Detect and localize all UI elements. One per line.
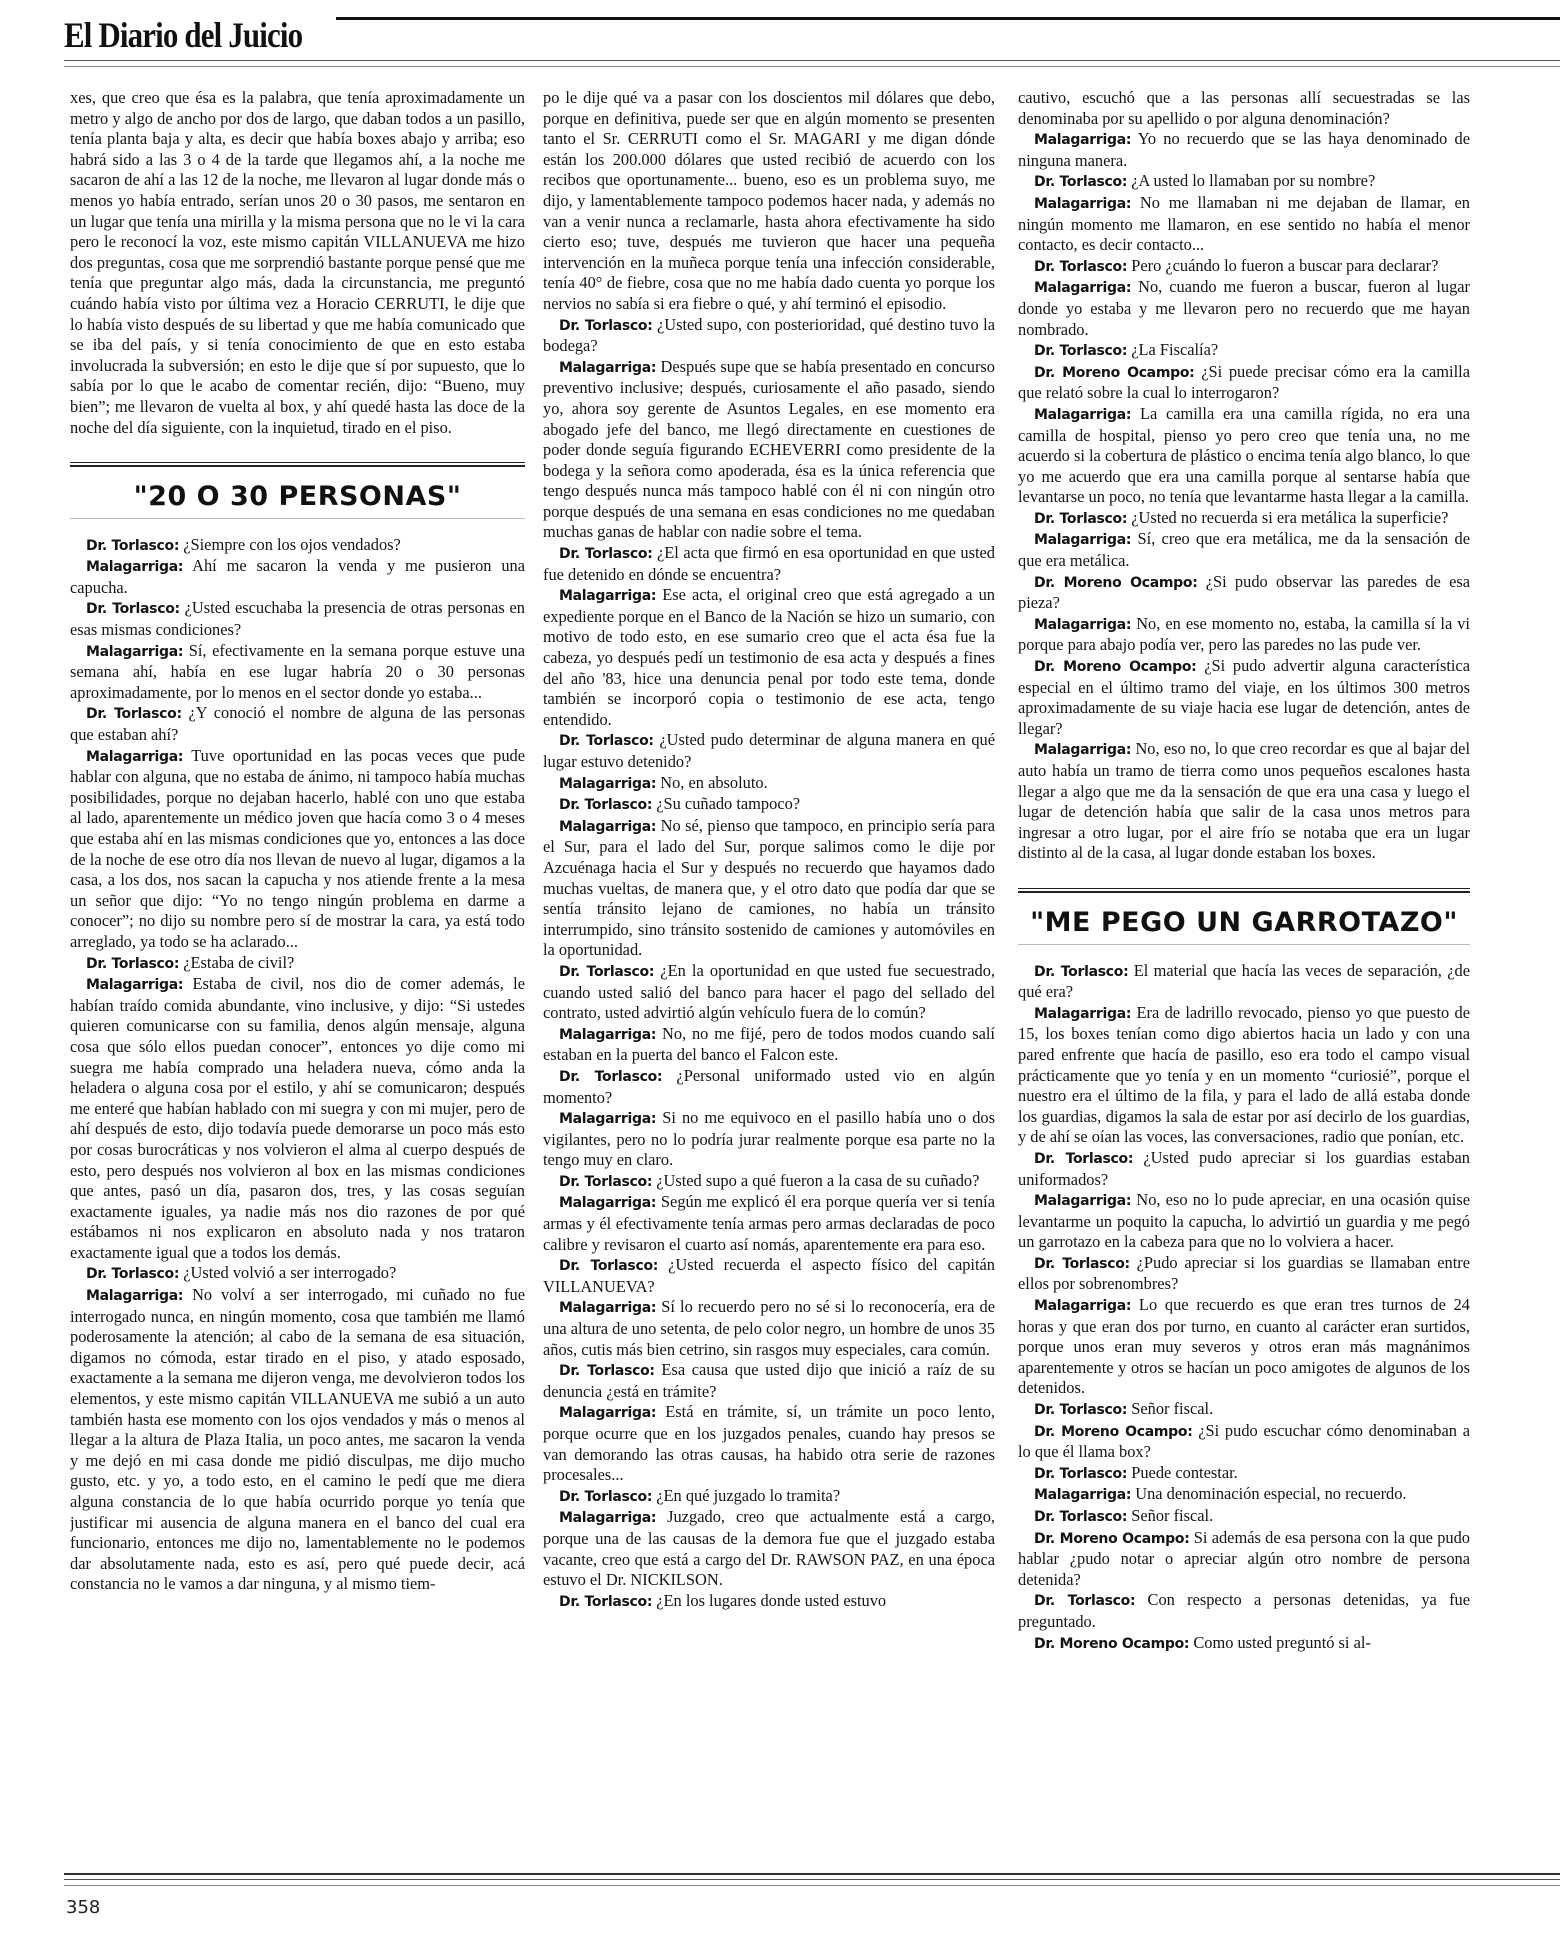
dialogue-text: No, en absoluto. [656,772,768,792]
header-rule [64,60,1560,61]
dialogue-line [70,953,525,975]
dialogue-line [1018,961,1470,1003]
speaker: Dr. Torlasco: [1034,1402,1128,1419]
column-3 [1018,88,1470,1850]
dialogue-text: ¿Si puede precisar cómo era la camilla que relató sobre la cual lo interrogaron? [1018,361,1470,403]
dialogue-text: ¿Estaba de civil? [179,952,295,972]
dialogue-line [543,1192,995,1255]
dialogue-line [543,1507,995,1590]
dialogue-line [543,773,995,795]
dialogue-text: Si no me equivoco en el pasillo había uno o dos vigilantes, pero no lo podría jurar realmente porque esa parte no la tengo muy en claro. [543,1108,995,1170]
speaker: Malagarriga: [1034,616,1132,633]
dialogue-line [543,730,995,772]
dialogue-line [1018,1003,1470,1148]
speaker: Dr. Torlasco: [559,1363,655,1380]
dialogue-line [1018,1253,1470,1295]
dialogue-text: No volví a ser interrogado, mi cuñado no fue interrogado nunca, en ningún momento, cosa que también me llamó poderosamente la atención; al cabo de la semana de esa situación, digamos no cómoda, estar tirado en el piso, y atado esposado, exactamente a la semana me dijeron venga, me devolvieron todos los elementos, y este mismo capitán VILLANUEVA me subió a un auto también hasta ese momento con los ojos vendados y más o menos al llegar a la altura de Plaza Italia, un poco antes, me sacaron la venda y me dejó en mi casa donde me pidió disculpas, me dijo mucho gusto, etc. y yo, a todo esto, en el camino le pedí que me diera alguna constancia de lo que había ocurrido porque yo tenía que justificar mi ausencia de alguna manera en el banco del cual era funcionario, entonces me dijo no, lamentablemente no le podemos dar absolutamente nada, esto es así, pero qué puede decir, acá constancia no le vamos a dar ninguna, y al mismo tiem- [70,1285,525,1594]
dialogue-text: No, cuando me fueron a buscar, fueron al lugar donde yo estaba y me llevaron pero no recuerdo que me hayan nombrado. [1018,277,1470,339]
speaker: Dr. Torlasco: [1034,1150,1134,1167]
section-heading-box [1018,888,1470,945]
dialogue-line [70,703,525,745]
dialogue-line [543,543,995,585]
header-rule [336,17,1560,20]
speaker: Malagarriga: [1034,280,1132,297]
dialogue-text: ¿En la oportunidad en que usted fue secuestrado, cuando usted salió del banco para hacer el pago del sellado del contrato, usted advirtió algún vehículo fuera de lo común? [543,960,995,1023]
dialogue-text: ¿En los lugares donde usted estuvo [652,1590,887,1610]
speaker: Malagarriga: [1034,195,1132,212]
dialogue-text: No sé, pienso que tampoco, en principio sería para el Sur, para el lado del Sur, porque salimos como le dije por Azcuénaga hacia el Sur y después no recuerdo que hayamos dado muchas vueltas, de manera que, y el otro dato que podía dar que se sentía tránsito lejano de camiones, no había un tránsito interrumpido, sino tránsito sostenido de camiones y automóviles en la oportunidad. [543,815,995,960]
dialogue-text: Ahí me sacaron la venda y me pusieron una capucha. [70,556,525,597]
speaker: Dr. Torlasco: [559,1488,653,1505]
speaker: Dr. Torlasco: [559,1068,663,1085]
dialogue-text: Como usted preguntó si al- [1189,1632,1371,1652]
dialogue-text: ¿Usted recuerda el aspecto físico del capitán VILLANUEVA? [543,1255,995,1296]
dialogue-line [1018,1190,1470,1253]
dialogue-line [543,585,995,730]
dialogue-text: No, eso no lo pude apreciar, en una ocasión quise levantarme un poquito la capucha, lo advirtió un guardia y me pegó un garrotazo en la cabeza para que no lo volviera a hacer. [1018,1190,1470,1252]
dialogue-line [1018,529,1470,571]
dialogue-text: Después supe que se había presentado en concurso preventivo inclusive; después, curiosamente el año pasado, siendo yo, ahora soy gerente de Asuntos Legales, en ese momento era abogado jefe del banco, me llegó directamente en cuestiones de poder donde seguía figurando ECHEVERRI como presidente de la bodega y la señora como apoderada, ésa es la única referencia que tengo después nunca más tampoco hablé con él ni con ningún otro porque después de una semana en esas condiciones no me quedaban muchas ganas de hablar con nadie sobre el tema. [543,356,995,542]
dialogue-text: Lo que recuerdo es que eran tres turnos de 24 horas y que eran dos por turno, en cuanto al carácter eran surtidos, porque unos eran muy severos y otros eran más magnánimos aparentemente y otros se hacían un poco amigotes de algunos de los detenidos. [1018,1295,1470,1398]
speaker: Malagarriga: [559,588,657,605]
section-heading: "ME PEGO UN GARROTAZO" [1018,907,1470,945]
dialogue-text: El material que hacía las veces de separación, ¿de qué era? [1018,960,1470,1002]
dialogue-line [1018,508,1470,530]
dialogue-line [1018,193,1470,256]
speaker: Dr. Torlasco: [559,797,653,814]
speaker: Malagarriga: [1034,132,1132,149]
dialogue-text: Sí, creo que era metálica, me da la sensación de que era metálica. [1018,529,1470,571]
speaker: Dr. Moreno Ocampo: [1034,364,1195,381]
dialogue-line [543,1108,995,1171]
page-number: 358 [66,1897,101,1918]
dialogue-text: ¿Usted escuchaba la presencia de otras personas en esas mismas condiciones? [70,598,525,640]
dialogue-text: Sí, efectivamente en la semana porque estuve una semana ahí, había en ese lugar habría 20 o 30 personas aproximadamente, por lo menos en el sector donde yo estaba... [70,640,525,702]
dialogue-line [1018,1528,1470,1591]
dialogue-text: No, no me fijé, pero de todos modos cuando salí estaban en la puerta del banco el Falcon este. [543,1023,995,1065]
dialogue-line [1018,1506,1470,1528]
speaker: Dr. Torlasco: [1034,1509,1128,1525]
speaker: Malagarriga: [559,1195,657,1212]
dialogue-text: No me llamaban ni me dejaban de llamar, en ningún momento me llamaron, en ese sentido no había el menor contacto, es decir contacto... [1018,192,1470,255]
dialogue-text: ¿Y conoció el nombre de alguna de las personas que estaban ahí? [70,703,525,745]
speaker: Dr. Moreno Ocampo: [1034,1423,1193,1440]
speaker: Dr. Torlasco: [1034,963,1129,980]
speaker: Malagarriga: [86,977,184,994]
dialogue-line [543,961,995,1024]
dialogue-line [1018,404,1470,508]
header-rule [64,66,1560,67]
section-heading-box [70,462,525,519]
dialogue-line [1018,656,1470,739]
speaker: Malagarriga: [1034,532,1132,549]
speaker: Dr. Torlasco: [1034,174,1128,191]
dialogue-text: ¿Pudo apreciar si los guardias se llamaban entre ellos por sobrenombres? [1018,1252,1470,1294]
dialogue-line [1018,171,1470,193]
dialogue-line [1018,340,1470,362]
dialogue-text: ¿Si pudo escuchar cómo denominaban a lo que él llama box? [1018,1420,1470,1462]
speaker: Dr. Torlasco: [86,706,182,723]
speaker: Dr. Torlasco: [1034,1465,1128,1482]
speaker: Malagarriga: [86,1288,184,1305]
dialogue-text: ¿Usted pudo apreciar si los guardias estaban uniformados? [1018,1147,1470,1189]
dialogue-text: La camilla era una camilla rígida, no era una camilla de hospital, pienso yo pero creo que tenía una, no me acuerdo si la cobertura de plástico o encima tenía algo blanco, lo que yo me acuerdo que era una camilla porque al sentarse había que levantarse un poco, no tenía que levantarme hasta llegar a la camilla. [1018,403,1470,507]
dialogue-text: Esa causa que usted dijo que inició a raíz de su denuncia ¿está en trámite? [543,1360,995,1401]
dialogue-text: Está en trámite, sí, un trámite un poco lento, porque ocurre que en los juzgados penales, cuando hay presos se van demorando las otras causas, ha habido otra serie de razones procesales... [543,1402,995,1485]
speaker: Malagarriga: [559,1510,657,1527]
dialogue-text: Con respecto a personas detenidas, ya fue preguntado. [1018,1590,1470,1631]
speaker: Dr. Torlasco: [1034,1255,1130,1272]
dialogue-line [543,1591,995,1613]
speaker: Dr. Moreno Ocampo: [1034,659,1197,676]
dialogue-line [1018,277,1470,340]
dialogue-line [1018,1633,1470,1655]
dialogue-line [543,1255,995,1297]
heading-rule [70,465,525,467]
dialogue-text: ¿Su cuñado tampoco? [652,794,801,814]
speaker: Malagarriga: [559,775,657,792]
speaker: Malagarriga: [1034,406,1132,423]
dialogue-text: ¿Usted pudo determinar de alguna manera en qué lugar estuvo detenido? [543,730,995,771]
dialogue-text: ¿Usted no recuerda si era metálica la superficie? [1127,507,1449,527]
dialogue-text: Una denominación especial, no recuerdo. [1131,1484,1407,1504]
dialogue-line [543,1402,995,1485]
speaker: Malagarriga: [1034,1298,1132,1315]
column-2 [543,88,995,1850]
dialogue-line [1018,1421,1470,1463]
dialogue-line [1018,1148,1470,1190]
speaker: Malagarriga: [559,818,657,835]
speaker: Malagarriga: [559,1300,657,1317]
dialogue-line [543,816,995,961]
dialogue-text: Estaba de civil, nos dio de comer además, le habían traído comida abundante, vino inclusive, y dijo: “Si ustedes quieren comunicarse con su familia, denos algún mensaje, alguna cosa que sólo ellos puedan conocer”, entonces yo dije como mi suegra me había comprado una heladera nueva, cómo anda la heladera o alguna cosa por el estilo, y ahí se comunicaron; después me enteré que habían hablado con mi suegra y con mi mujer, pero de ahí después de esto, dijo todavía puede demorarse un poco más esto por cosas burocráticas y nos volvieron el alma al cuerpo después de esto, pero después nos volvieron al box en las mismas condiciones que antes, pasó un día, pasaron dos, tres, y las cosas seguían exactamente iguales, ya nadie más nos dio razones de por qué estábamos ni nos explicaron en absoluto nada y nos trataron exactamente igual que a todos los demás. [70,974,525,1262]
dialogue-line [70,1285,525,1595]
dialogue-line [543,794,995,816]
footer-rule [64,1873,1560,1875]
speaker: Malagarriga: [86,748,184,765]
dialogue-text: ¿Siempre con los ojos vendados? [179,534,401,554]
speaker: Malagarriga: [1034,1005,1132,1022]
dialogue-line [1018,362,1470,404]
dialogue-text: No, en ese momento no, estaba, la camilla sí la vi porque para abajo podía ver, pero las paredes no las pude ver. [1018,613,1470,655]
dialogue-line [543,1486,995,1508]
speaker: Malagarriga: [86,559,184,576]
speaker: Malagarriga: [559,1111,657,1128]
dialogue-text: ¿Personal uniformado usted vio en algún momento? [543,1065,995,1107]
speaker: Dr. Torlasco: [559,733,654,750]
speaker: Dr. Torlasco: [559,963,655,980]
dialogue-line [1018,1484,1470,1506]
dialogue-text: ¿Usted supo, con posterioridad, qué destino tuvo la bodega? [543,314,995,356]
speaker: Malagarriga: [86,643,184,660]
dialogue-text: ¿En qué juzgado lo tramita? [652,1485,841,1505]
dialogue-line [1018,572,1470,614]
masthead: El Diario del Juicio [64,15,303,55]
dialogue-text: Yo no recuerdo que se las haya denominado de ninguna manera. [1018,129,1470,170]
dialogue-text: ¿El acta que firmó en esa oportunidad en que usted fue detenido en dónde se encuentra? [543,543,995,584]
dialogue-line [70,641,525,704]
footer-rule [64,1879,1560,1880]
dialogue-line [1018,614,1470,656]
speaker: Malagarriga: [559,1405,657,1422]
dialogue-text: Según me explicó él era porque quería ver si tenía armas y él efectivamente tenía armas pero armas declaradas de poco calibre y revisaron el cuarto así nomás, aparentemente era para eso. [543,1192,995,1254]
dialogue-text: Señor fiscal. [1127,1399,1214,1419]
speaker: Dr. Torlasco: [86,1266,180,1283]
dialogue-text: Pero ¿cuándo lo fueron a buscar para declarar? [1127,255,1439,275]
dialogue-text: Puede contestar. [1127,1462,1238,1482]
dialogue-line [543,1066,995,1108]
speaker: Malagarriga: [1034,742,1132,759]
dialogue-line [1018,1295,1470,1399]
dialogue-text: ¿Usted volvió a ser interrogado? [179,1263,397,1283]
dialogue-line [1018,256,1470,278]
dialogue-text: Si además de esa persona con la que pudo hablar ¿pudo notar o apreciar algún otro nombre de persona detenida? [1018,1527,1470,1589]
dialogue-text: ¿A usted lo llamaban por su nombre? [1127,171,1376,191]
speaker: Dr. Torlasco: [86,601,180,618]
dialogue-line [70,535,525,557]
dialogue-line [70,556,525,598]
paragraph: cautivo, escuchó que a las personas allí secuestradas se las denominaba por su apellido o por alguna denominación? [1018,88,1470,128]
dialogue-text: ¿Si pudo observar las paredes de esa pieza? [1018,571,1470,613]
dialogue-text: Era de ladrillo revocado, pienso yo que puesto de 15, los boxes tenían como digo abiertos hacia un lado y con una pared enfrente que hacía de pasillo, eso era todo el campo visual prácticamente que yo tenía y en un momento “curiosié”, porque el nuestro era el último de la fila, y para el lado de allá estaba donde los guardias, digamos la sala de estar por así decirlo de los guardias, y de ahí se oían las voces, las conversaciones, radio que ponían, etc. [1018,1002,1470,1147]
dialogue-line [1018,129,1470,171]
dialogue-text: Juzgado, creo que actualmente está a cargo, porque una de las causas de la demora fue que el juzgado estaba vacante, creo que está a cargo del Dr. RAWSON PAZ, en una época estuvo el Dr. NICKILSON. [543,1507,995,1590]
dialogue-text: ¿Si pudo advertir alguna característica especial en el último tramo del viaje, en los últimos 300 metros aproximadamente de su viaje hacia ese lugar de detención, antes de llegar? [1018,656,1470,738]
dialogue-line [1018,1463,1470,1485]
dialogue-text: Ese acta, el original creo que está agregado a un expediente porque en el Banco de la Nación se hizo un sumario, con motivo de todo esto, en ese sumario creo que el acta ésa fue la cabeza, yo después pedí un testimonio de esa acta y después a fines del año '83, hice una denuncia penal por todo este tema, donde también se incorporó copia o testimonio de ese acta, tengo entendido. [543,585,995,729]
speaker: Dr. Torlasco: [559,1173,653,1190]
dialogue-line [543,1171,995,1193]
speaker: Dr. Torlasco: [559,546,653,563]
dialogue-line [70,598,525,640]
paragraph: po le dije qué va a pasar con los doscientos mil dólares que debo, porque en definitiva, puede ser que en algún momento se presenten tanto el Sr. CERRUTI como el Sr. MAGARI y me digan dónde están los 200.000 dólares que usted recibió de acuerdo con los recibos que oportunamente... bueno, eso es un problema suyo, me dijo, y lamentablemente tampoco podemos hacer nada, y además no van a venir nunca a reclamarle, hasta ahora efectivamente ha sido cierto eso; tuve, después me tuvieron que hacer una pequeña intervención en la muñeca porque tenía una infección considerable, tenía 40° de fiebre, cosa que no me había dado cuenta yo porque los nervios no sabía si era fiebre o qué, y ahí terminó el episodio. [543,88,995,313]
dialogue-text: Tuve oportunidad en las pocas veces que pude hablar con alguna, que no estaba de ánimo, ni tampoco había muchas posibilidades, porque no dejaban hacerlo, hablé con uno que estaba al lado, aparentemente un médico joven que hacía como 3 o 4 meses que estaba ahí en las mismas condiciones que yo, entonces a las doce de la noche de ese otro día nos llevan de nuevo al lugar, digamos a la casa, a los dos, nos sacan la capucha y nos atiende frente a la mesa un señor que dijo: “Yo no tengo ningún problema en darme a conocer”; no dijo su nombre pero sí de mostrar la cara, ya está todo arreglado, ya todo se ha aclarado... [70,745,525,951]
speaker: Malagarriga: [1034,1487,1132,1504]
dialogue-text: Señor fiscal. [1127,1506,1214,1525]
footer-rule [64,1885,1560,1886]
dialogue-line [70,1263,525,1285]
dialogue-line [543,1297,995,1360]
dialogue-line [1018,1590,1470,1632]
dialogue-line [70,974,525,1263]
dialogue-text: Sí lo recuerdo pero no sé si lo reconocería, era de una altura de uno setenta, de pelo color negro, un hombre de unos 35 años, cutis más bien cetrino, sin rasgos muy especiales, cara común. [543,1297,995,1359]
speaker: Dr. Torlasco: [559,1593,653,1610]
speaker: Dr. Moreno Ocampo: [1034,1530,1190,1547]
dialogue-text: ¿La Fiscalía? [1127,340,1219,360]
speaker: Malagarriga: [559,359,657,376]
speaker: Dr. Torlasco: [559,317,653,334]
dialogue-line [70,746,525,953]
speaker: Dr. Moreno Ocampo: [1034,1635,1190,1652]
speaker: Malagarriga: [1034,1193,1132,1210]
dialogue-line [1018,1399,1470,1421]
dialogue-line [543,1024,995,1066]
speaker: Dr. Torlasco: [1034,258,1128,275]
dialogue-text: ¿Usted supo a qué fueron a la casa de su cuñado? [652,1170,980,1190]
dialogue-line [543,1360,995,1402]
speaker: Dr. Moreno Ocampo: [1034,574,1198,591]
dialogue-line [543,357,995,543]
dialogue-text: No, eso no, lo que creo recordar es que al bajar del auto había un tramo de tierra como unos pequeños escalones hasta llegar a algo que me da la sensación de que era una casa y luego el lugar de detención había que salir de la casa unos metros para ingresar a otro lugar, por el aire frío se notaba que era un lugar distinto al de la casa, al lugar donde estaban los boxes. [1018,739,1470,863]
speaker: Dr. Torlasco: [86,955,180,972]
speaker: Dr. Torlasco: [1034,343,1128,360]
dialogue-line [1018,739,1470,864]
heading-rule [1018,891,1470,893]
section-heading: "20 O 30 PERSONAS" [70,481,525,519]
paragraph: xes, que creo que ésa es la palabra, que tenía aproximadamente un metro y algo de ancho por dos de largo, que daban todos a un pasillo, tenía planta baja y alta, es decir que había boxes abajo y arriba; eso habrá sido a las 3 o 4 de la tarde que llegamos ahí, a la noche me sacaron de ahí a las 12 de la noche, me llevaron al lugar donde más o menos yo había entrado, serían unos 20 o 30 pasos, me sentaron en un lugar que tenía una mirilla y la misma persona que no le vi la cara pero le reconocí la voz, este mismo capitán VILLANUEVA me hizo dos preguntas, cosa que me sorprendió bastante porque pensé que me tenía que preguntar algo más, dada la circunstancia, me preguntó cuándo había visto por última vez a Horacio CERRUTI, le dije que lo había visto después de su libertad y que me había comunicado que se iba del país, y si tenía conocimiento de que en esto estaba involucrada la subversión; en esto le dije que sí por supuesto, que lo sabía por lo que le acabo de comentar recién, dijo: “Bueno, muy bien”; me llevaron de vuelta al box, y ahí quedé hasta las doce de la noche del día siguiente, con la inquietud, tirado en el piso. [70,88,525,437]
speaker: Dr. Torlasco: [1034,1593,1136,1610]
speaker: Dr. Torlasco: [1034,510,1128,527]
speaker: Dr. Torlasco: [86,537,180,554]
column-1 [70,88,525,1850]
dialogue-line [543,315,995,357]
speaker: Malagarriga: [559,1026,657,1043]
speaker: Dr. Torlasco: [559,1258,659,1275]
